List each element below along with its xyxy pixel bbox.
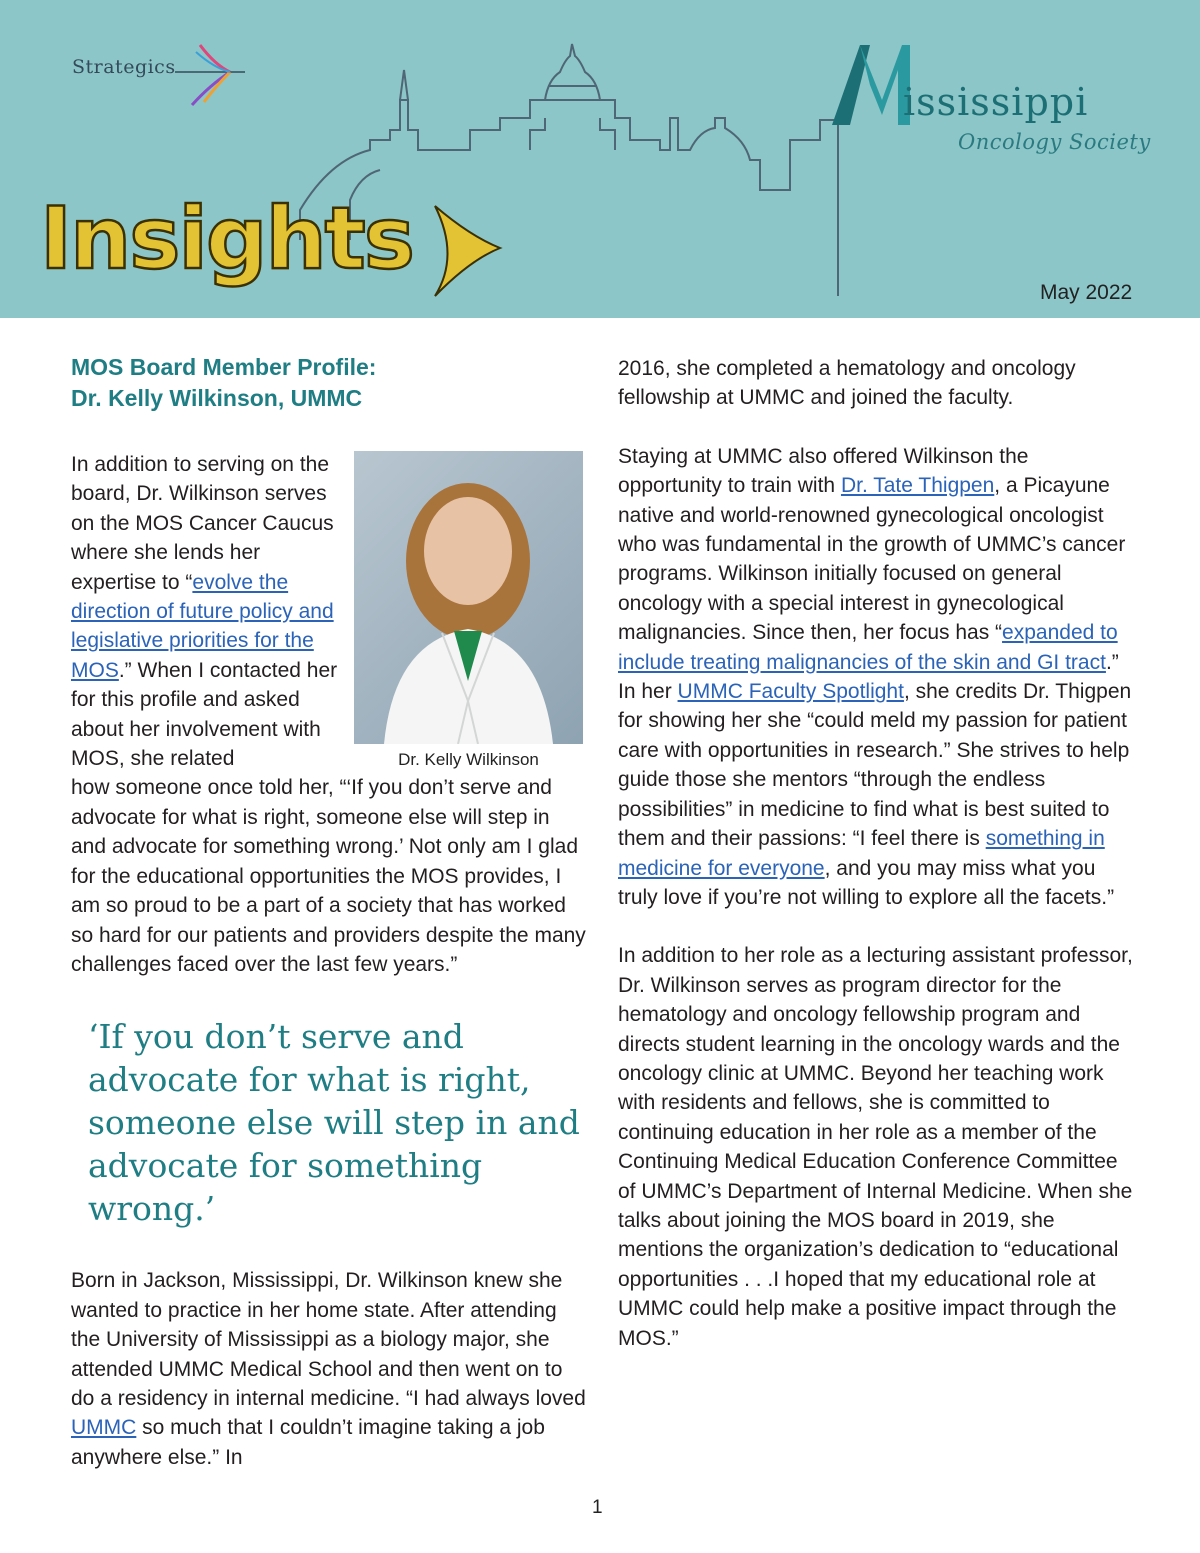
- training-text-b: , a Picayune native and world-renowned gynecological oncologist who was fundamental in the growth of UMMC’s cancer programs. Wilkinson initially focused on general oncology with a special interest in gynecological malignancies. Since then, her focus has “: [618, 474, 1126, 645]
- intro-text-b: .” When I contacted her for this profile and asked about her involvement with MOS, she related: [71, 658, 338, 771]
- tate-thigpen-link[interactable]: Dr. Tate Thigpen: [840, 474, 995, 498]
- training-text-e: , and you may miss what you truly love if you’re not willing to explore all the facets.”: [618, 856, 1115, 909]
- page-number: 1: [592, 1497, 603, 1518]
- mos-logo-subtitle: Oncology Society: [958, 130, 1151, 154]
- training-paragraph: [618, 442, 1138, 913]
- mos-m-mark-icon: [832, 40, 912, 130]
- article-headline: [71, 352, 586, 414]
- evolve-direction-link[interactable]: evolve the direction of future policy and legislative priorities for the MOS: [71, 570, 334, 682]
- profile-photo-block: [354, 451, 583, 770]
- newsletter-header: [0, 0, 1200, 318]
- strategics-logo: Strategics: [72, 56, 176, 78]
- photo-caption: Dr. Kelly Wilkinson: [398, 750, 539, 769]
- insights-logo-text: Insights: [40, 189, 413, 289]
- profile-photo: [354, 451, 583, 744]
- insights-logo: [40, 176, 520, 306]
- intro-paragraph-cont: how someone once told her, “‘If you don’t serve and advocate for what is right, someone else will step in and advocate for something wrong.’ Not only am I glad for the educational opportunities the MOS provides, I am so proud to be a part of a society that has worked so hard for our patients and providers despite the many challenges faced over the last few years.”: [71, 776, 586, 976]
- background-text-b: so much that I couldn’t imagine taking a job anywhere else.” In: [71, 1416, 545, 1469]
- mos-logo-name: ississippi: [903, 80, 1089, 124]
- ummc-link[interactable]: UMMC: [71, 1416, 137, 1440]
- pull-quote: ‘If you don’t serve and advocate for what is right, someone else will step in and advocate for something wrong.’: [88, 1017, 580, 1229]
- headline-line-1: MOS Board Member Profile:: [71, 354, 377, 380]
- something-in-medicine-link[interactable]: something in medicine for everyone: [618, 827, 1105, 880]
- intro-text-a: In addition to serving on the board, Dr. Wilkinson serves on the MOS Cancer Caucus where she lends her expertise to “: [71, 453, 334, 594]
- roles-paragraph: In addition to her role as a lecturing assistant professor, Dr. Wilkinson serves as program director for the hematology and oncology fellowship program and directs student learning in the oncology wards and the oncology clinic at UMMC. Beyond her teaching work with residents and fellows, she is committed to continuing education in her role as a member of the Continuing Medical Education Conference Committee of UMMC’s Department of Internal Medicine. When she talks about joining the MOS board in 2019, she mentions the organization’s dedication to “educational opportunities . . .I hoped that my educational role at UMMC could help make a positive impact through the MOS.”: [618, 944, 1133, 1350]
- intro-paragraph: [71, 450, 346, 773]
- expanded-focus-link[interactable]: expanded to include treating malignancies of the skin and GI tract: [618, 621, 1118, 674]
- faculty-spotlight-link[interactable]: UMMC Faculty Spotlight: [677, 680, 904, 704]
- portrait-illustration: [354, 451, 583, 744]
- issue-date: May 2022: [1040, 281, 1133, 304]
- training-text-a: Staying at UMMC also offered Wilkinson the opportunity to train with: [618, 444, 1029, 498]
- background-paragraph: [71, 1266, 586, 1472]
- strategics-arrow-icon: [170, 40, 250, 110]
- headline-line-2: Dr. Kelly Wilkinson, UMMC: [71, 385, 363, 411]
- training-text-c: .” In her: [618, 650, 1119, 704]
- training-text-d: , she credits Dr. Thigpen for showing her she “could meld my passion for patient care with opportunities in research.” She strives to help guide those she mentors “through the endless possibilities” in medicine to find what is best suited to them and their passions: “I feel there is: [618, 680, 1132, 851]
- background-text-a: Born in Jackson, Mississippi, Dr. Wilkinson knew she wanted to practice in her home state. After attending the University of Mississippi as a biology major, she attended UMMC Medical School and then went on to do a residency in internal medicine. “I had always loved: [71, 1269, 586, 1410]
- fellowship-paragraph: 2016, she completed a hematology and oncology fellowship at UMMC and joined the faculty.: [618, 357, 1076, 410]
- right-column: [618, 354, 1138, 1353]
